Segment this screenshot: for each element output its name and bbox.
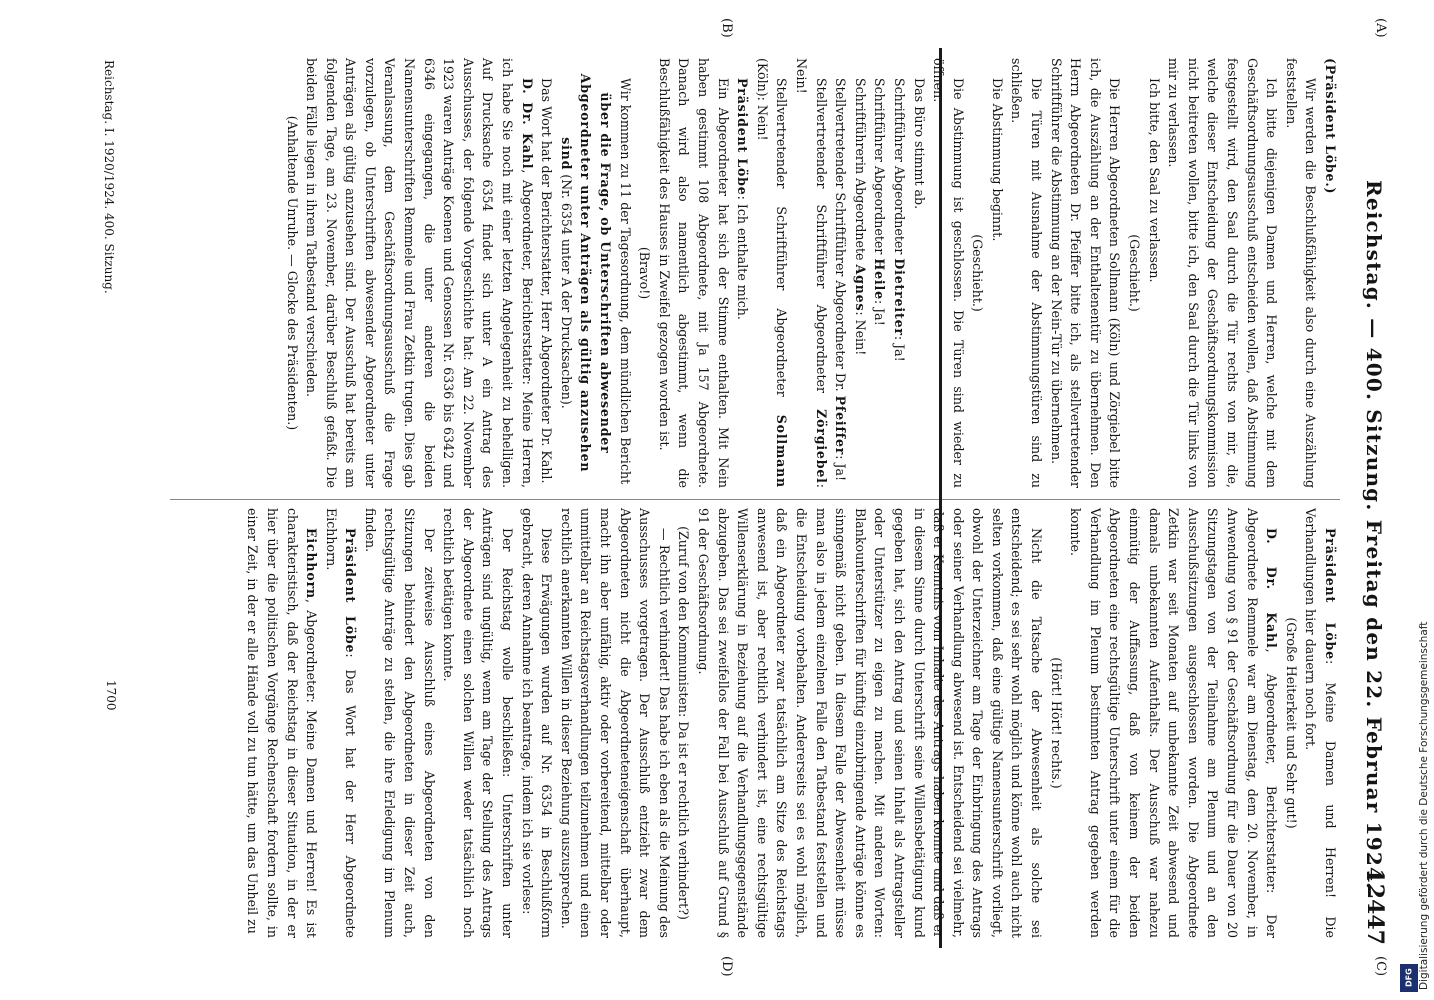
vote-line (752, 58, 791, 488)
paragraph: Die Abstimmung beginnt. (989, 78, 1005, 242)
vote-line (850, 58, 870, 488)
vote-label: Schriftführer Abgeordneter (872, 78, 888, 255)
paragraph: D. Dr. Kahl, Abgeordneter, Berichterstatter: Meine Herren, ich habe Sie noch mit einer letzten Angelegenheit zu behelligen. Auf Drucksache 6354 findet sich unter A ein Antrag des Ausschusses, der folgende Vorgeschichte hat: Am 22. November 1923 waren Anträge Koenen und Genossen Nr. 6336 bis 6342 und 6346 eingegangen, die unter anderen die beiden Namensunterschriften Remmele und Frau Zetkin trugen. Dies gab Veranlassung, dem Geschäftsordnungsausschuß die Frage vorzulegen, ob Unterschriften abwesender Abgeordneter unter Anträgen als gültig anzusehen sind. Der Ausschuß hat bereits am folgenden Tage, am 23. November, darüber Beschluß gefaßt. Die beiden Fälle liegen in ihrem Tatbestand verschieden. (304, 58, 535, 489)
paragraph: Diese Erwägungen wurden auf Nr. 6354 in Beschlußform gebracht, deren Annahme ich beantrage, indem ich sie vorlese: (519, 508, 555, 938)
speaker-name: (Präsident Löbe.) (1323, 58, 1338, 195)
page-number: 12447 (1362, 868, 1388, 945)
vote-value: : Ja! (891, 335, 907, 362)
paragraph: Die Herren Abgeordneten Sollmann (Köln) und Zörgiebel bitte ich, die Auszählung an der Enthaltenentür zu übernehmen. Den Herrn Abgeordneten Dr. Pfeiffer bitte ich, als stellvertretender Schriftführer die Abstimmung an der Nein-Tür zu übernehmen. (1048, 58, 1123, 488)
paragraph: D. Dr. Kahl, Abgeordneter, Berichterstatter: Der Abgeordnete Remmele war am Dienstag, dem 20. November, in Anwendung von § 91 der Geschäftsordnung für die Dauer von 20 Sitzungstagen von der Teilnahme am Plenum und an den Ausschußsitzungen ausgeschlossen worden. Die Abgeordnete Zetkin war seit Monaten auf unbekannte Zeit abwesend und damals unbekannten Aufenthalts. Der Ausschuß war nahezu einmütig der Auffassung, daß von keinem der beiden Abgeordneten eine rechtsgültige Unterschrift unter einem für die Verhandlung im Plenum bestimmten Antrag gegeben werden konnte. (1068, 508, 1280, 938)
vote-line (831, 58, 851, 488)
voter-name: Agnes (852, 264, 868, 312)
quoted-resolution: Der zeitweise Ausschluß eines Abgeordneten von den Sitzungen behindert den Abgeordneten in dieser Zeit auch, rechtsgültige Anträge zu stellen, die ihre Erledigung im Plenum finden. (362, 508, 437, 938)
paragraph: Wir werden die Beschlußfähigkeit also durch eine Auszählung feststellen. (1283, 58, 1319, 488)
vote-label: Schriftführerin Abgeordnete (852, 78, 868, 261)
stage-note: (Bravo!) (637, 246, 653, 300)
speaker-name: Präsident Löbe (735, 78, 751, 196)
agenda-item: über die Frage, ob Unterschriften abwesender Abgeordneter unter Anträgen als gültig anzusehen sind (Nr. 6354 unter A der Drucksachen). (558, 73, 614, 473)
column-divider (170, 499, 1340, 500)
paragraph: Eichhorn, Abgeordneter: Meine Damen und Herren! Es ist charakteristisch, daß der Reichstag in dieser Situation, in der er hier über die politischen Vorgänge Rechenschaft fordern sollte, in einer Zeit, in der er alle Hände voll zu tun hätte, um das Unheil zu (245, 508, 320, 938)
paragraph: Das Wort hat der Berichterstatter, Herr Abgeordneter Dr. Kahl. (539, 78, 555, 484)
paragraph (1320, 58, 1340, 488)
paragraph: Das Büro stimmt ab. (911, 78, 927, 210)
speaker-name: Eichhorn (304, 528, 320, 599)
voter-name: Heile (872, 258, 888, 300)
digitization-credit (1402, 610, 1430, 990)
vote-value: : Nein! (793, 58, 829, 488)
margin-marker-b: (B) (719, 18, 734, 38)
paragraph: Wir kommen zu 11 der Tagesordnung, dem mündlichen Bericht (617, 78, 633, 485)
vote-value: (Köln): Nein! (754, 58, 770, 141)
paragraph: Präsident Löbe: Meine Damen und Herren! Die Verhandlungen hier dauern noch fort. (1303, 508, 1338, 938)
speaker-name: D. Dr. Kahl (519, 78, 535, 170)
stage-note: (Zuruf von den Kommunisten: Da ist er rechtlich verhindert?) (676, 526, 692, 920)
vote-label: Stellvertretender Schriftführer Abgeordneter (774, 78, 790, 397)
page-footer: Reichstag. I. 1920/1924. 400. Sitzung. (102, 60, 116, 294)
right-column (243, 508, 1340, 938)
vote-line (791, 58, 830, 488)
speaker-name: D. Dr. Kahl (1264, 528, 1280, 649)
speaker-name: Präsident Löbe (1323, 528, 1338, 660)
paragraph: Nicht die Tatsache der Abwesenheit als solche sei entscheidend; es sei sehr wohl möglich und könne wohl auch nicht selten vorkommen, daß eine gültige Namensunterschrift vorliegt, obwohl der Unterzeichner am Tage der Einbringung des Antrags oder seiner Verhandlung abwesend ist. Entscheidend sei vielmehr, daß er Kenntnis vom Inhalte des Antrags haben konnte und daß er in diesem Sinne durch Unterschrift seine Willensbetätigung kund gegeben hat, sich den Antrag und seinen Inhalt als Antragsteller oder Unterstützer zu eigen zu machen. Mit anderen Worten: Blankounterschriften für künftig einzubringende Anträge könne es sinngemäß nicht geben. In diesem Falle der Abwesenheit müsse man also in jedem einzelnen Falle den Tatbestand feststellen und die Entscheidung vorbehalten. Andererseits sei es wohl möglich, daß ein Abgeordneter zwar tatsächlich am Sitze des Reichstags anwesend ist, aber rechtlich verhindert ist, eine rechtsgültige Willenserklärung in Beziehung auf die Verhandlungsgegenstände abzugeben. Das sei zweifellos der Fall bei Ausschluß auf Grund § 91 der Geschäftsordnung. (696, 508, 1045, 938)
vote-value: : Ja! (833, 455, 849, 482)
speaker-name: Präsident Löbe (343, 528, 359, 654)
paragraph: Die Abstimmung ist geschlossen. Die Türen sind wieder zu öffnen. (931, 58, 966, 488)
margin-marker-a: (A) (1373, 18, 1388, 38)
stage-note: (Anhaltende Unruhe. — Glocke des Präsidenten.) (284, 115, 300, 431)
stage-note: (Hört! Hört! rechts.) (1048, 657, 1064, 789)
agenda-title: über die Frage, ob Unterschriften abwesender Abgeordneter unter Anträgen als gültig anzusehen sind (558, 73, 614, 473)
stage-note: (Geschieht.) (970, 234, 986, 312)
margin-marker-c: (C) (1373, 956, 1388, 977)
credit-text: Digitalisierung gefördert durch die Deutsche Forschungsgemeinschaft (1418, 621, 1430, 990)
quoted-resolution: Der Reichstag wolle beschließen: Unterschriften unter Anträgen sind ungültig, wenn am Tage der Stellung des Antrags der Abgeordnete einen solchen Willen weder tatsächlich noch rechtlich betätigen konnte. (441, 508, 516, 938)
paragraph: Ich bitte, den Saal zu verlassen. (1146, 78, 1162, 283)
paragraph: — Rechtlich verhindert! Das habe ich eben als die Meinung des Ausschusses vorgetragen. Der Ausschluß entzieht zwar dem Abgeordneten nicht die Abgeordneteneigenschaft überhaupt, macht ihn aber unfähig, aktiv oder vorbereitend, mittelbar oder unmittelbar an Reichstagsverhandlungen teilzunehmen und einen rechtlich anerkannten Willen in dieser Beziehung auszusprechen. (558, 508, 672, 938)
page-title: Reichstag. — 400. Sitzung. Freitag den 22. Februar 1924. (1362, 180, 1386, 891)
paragraph: Ich bitte diejenigen Damen und Herren, welche mit dem Geschäftsordnungsausschuß entscheiden wollen, daß Abstimmung festgestellt wird, den Saal durch die Tür rechts von mir, die, welche dieser Entscheidung der Geschäftsordnungskommission nicht beitreten wollen, bitte ich, den Saal durch die Tür links von mir zu verlassen. (1166, 58, 1280, 488)
dfg-logo-icon: DFG (1400, 964, 1418, 992)
voter-name: Sollmann (774, 414, 790, 488)
voter-name: Dietreiter (891, 258, 907, 336)
vote-value: : Ja! (872, 299, 888, 326)
left-column (282, 58, 1340, 488)
voter-name: Zörgiebel (813, 409, 829, 484)
paragraph: Die Türen mit Ausnahme der Abstimmungstüren sind zu schließen. (1009, 58, 1045, 488)
vote-label: Schriftführer Abgeordneter (891, 78, 907, 255)
vote-value: : Nein! (852, 311, 868, 356)
vote-label: Stellvertretender Schriftführer Abgeordneter (813, 78, 829, 394)
margin-marker-d: (D) (719, 956, 734, 977)
vote-label: Stellvertretender Schriftführer Abgeordneter Dr. (833, 78, 849, 392)
voter-name: Pfeiffer (833, 395, 849, 456)
paragraph: Ein Abgeordneter hat sich der Stimme enthalten. Mit Nein haben gestimmt 108 Abgeordnete, mit Ja 157 Abgeordnete. Danach wird also namentlich abgestimmt, wenn die Beschlußfähigkeit des Hauses in Zweifel gezogen worden ist. (656, 58, 731, 488)
paragraph: Präsident Löbe: Das Wort hat der Herr Abgeordnete Eichhorn. (323, 508, 359, 939)
stage-note: (Geschieht.) (1127, 234, 1143, 312)
page-header (1346, 70, 1394, 955)
paragraph: Präsident Löbe: Ich enthalte mich. (735, 78, 751, 320)
stage-note: (Große Heiterkeit und Sehr gut!) (1283, 617, 1299, 829)
vote-line (870, 58, 890, 488)
folio-number: 1700 (104, 680, 118, 711)
vote-line (889, 58, 909, 488)
